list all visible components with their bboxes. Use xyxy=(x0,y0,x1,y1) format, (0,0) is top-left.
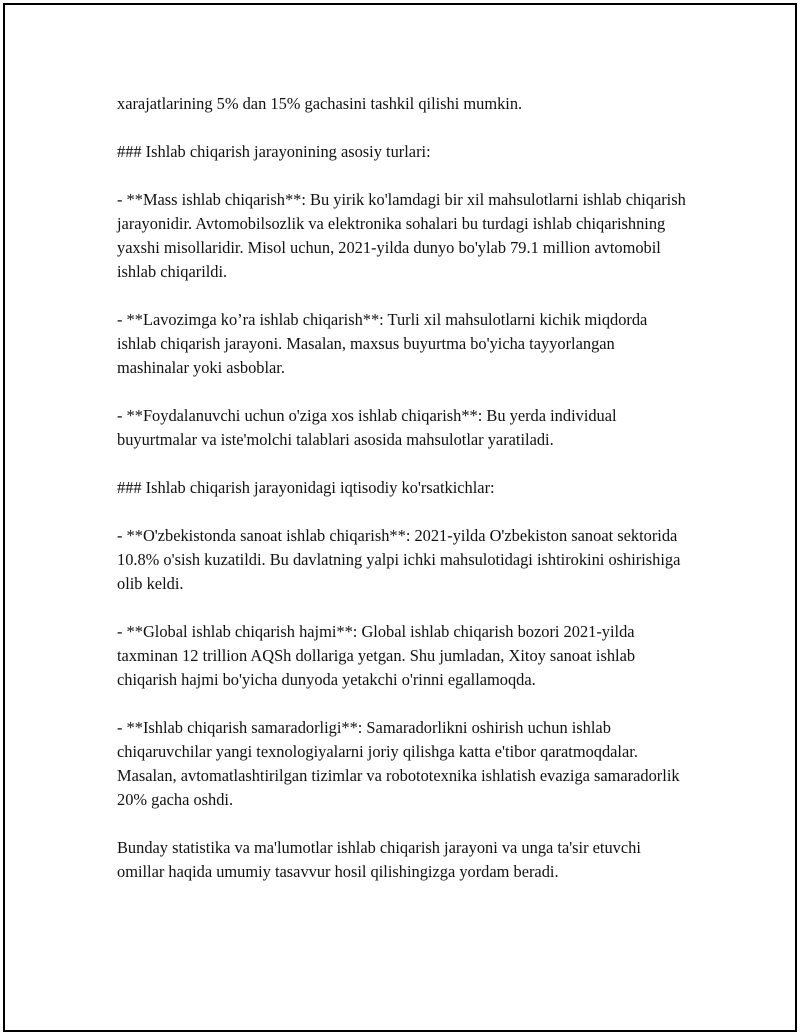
list-item-uzbekistan-industry: - **O'zbekistonda sanoat ishlab chiqarish**: 2021-yilda O'zbekiston sanoat sektorida 10.8% o'sish kuzatildi. Bu davlatning yalpi ichki mahsulotidagi ishtirokini oshirishiga olib keldi. xyxy=(117,526,681,593)
heading-production-types: ### Ishlab chiqarish jarayonining asosiy turlari: xyxy=(117,142,431,161)
list-item-global-volume: - **Global ishlab chiqarish hajmi**: Global ishlab chiqarish bozori 2021-yilda taxminan 12 trillion AQSh dollariga yetgan. Shu jumladan, Xitoy sanoat ishlab chiqarish hajmi bo'yicha dunyoda yetakchi o'rinni egallamoqda. xyxy=(117,622,636,689)
paragraph-conclusion: Bunday statistika va ma'lumotlar ishlab chiqarish jarayoni va unga ta'sir etuvchi omillar haqida umumiy tasavvur hosil qilishingizga yordam beradi. xyxy=(117,838,641,881)
list-item-mass-production: - **Mass ishlab chiqarish**: Bu yirik ko'lamdagi bir xil mahsulotlarni ishlab chiqarish jarayonidir. Avtomobilsozlik va elektronika sohalari bu turdagi ishlab chiqarishning yaxshi misollaridir. Misol uchun, 2021-yilda dunyo bo'ylab 79.1 million avtomobil ishlab chiqarildi. xyxy=(117,190,686,281)
paragraph-intro-continuation: xarajatlarining 5% dan 15% gachasini tashkil qilishi mumkin. xyxy=(117,94,523,113)
heading-economic-indicators: ### Ishlab chiqarish jarayonidagi iqtisodiy ko'rsatkichlar: xyxy=(117,478,495,497)
list-item-custom-production: - **Foydalanuvchi uchun o'ziga xos ishlab chiqarish**: Bu yerda individual buyurtmalar va iste'molchi talablari asosida mahsulotlar yaratiladi. xyxy=(117,406,617,449)
list-item-job-production: - **Lavozimga ko’ra ishlab chiqarish**: Turli xil mahsulotlarni kichik miqdorda ishlab chiqarish jarayoni. Masalan, maxsus buyurtma bo'yicha tayyorlangan mashinalar yoki asboblar. xyxy=(117,310,648,377)
document-body xyxy=(117,92,687,908)
list-item-production-efficiency: - **Ishlab chiqarish samaradorligi**: Samaradorlikni oshirish uchun ishlab chiqaruvchilar yangi texnologiyalarni joriy qilishga katta e'tibor qaratmoqdalar. Masalan, avtomatlashtirilgan tizimlar va robototexnika ishlatish evaziga samaradorlik 20% gacha oshdi. xyxy=(117,718,680,809)
